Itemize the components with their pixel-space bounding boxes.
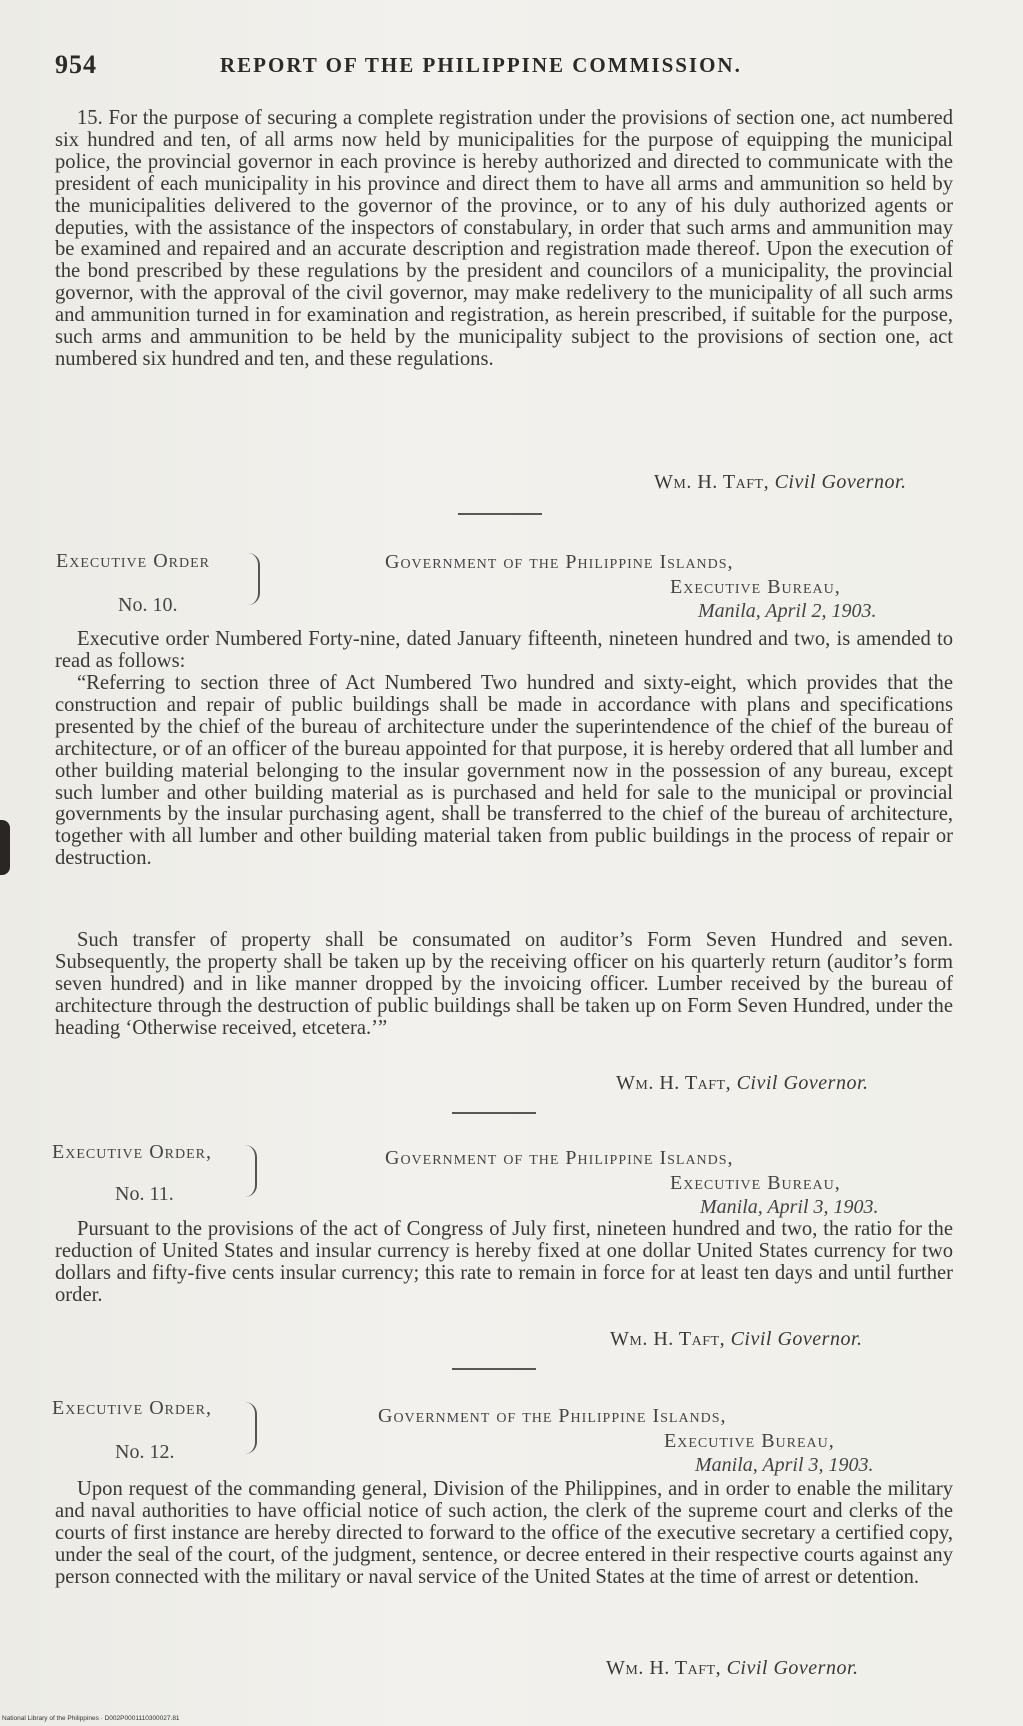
- brace: [245, 1145, 257, 1197]
- order-11-para-1: Pursuant to the provisions of the act of Congress of July first, nineteen hundred and two, the ratio for the reduction of United States and insular currency is hereby fixed at one dollar United States currency for two dollars and fifty-five cents insular currency; this rate to remain in force for at least ten days and until further order.: [55, 1218, 953, 1306]
- section-15-paragraph: 15. For the purpose of securing a complete registration under the provisions of section one, act numbered six hundred and ten, of all arms now held by municipalities for the purpose of equipping the municipal police, the provincial governor in each province is hereby authorized and directed to communicate with the president of each municipality in his province and direct them to have all arms and ammunition so held by the municipalities delivered to the governor of the province, or to any of his duly authorized agents or deputies, with the assistance of the inspectors of constabulary, in order that such arms and ammunition may be examined and repaired and an accurate description and registration made thereof. Upon the execution of the bond prescribed by these regulations by the president and councilors of a municipality, the provincial governor, with the approval of the civil governor, may make redelivery to the municipality of all such arms and ammunition turned in for examination and registration, as herein prescribed, if suitable for the purpose, such arms and ammunition to be held by the municipality subject to the provisions of section one, act numbered six hundred and ten, and these regulations.: [55, 107, 953, 370]
- order-10-label: Executive Order: [56, 550, 210, 572]
- section-divider: [458, 513, 542, 515]
- brace: [248, 553, 260, 605]
- signature-name: Wm. H. Taft,: [654, 471, 770, 493]
- signature-title: Civil Governor.: [774, 471, 907, 493]
- order-10-number: No. 10.: [118, 594, 178, 616]
- order-10-para-1: Executive order Numbered Forty-nine, dated January fifteenth, nineteen hundred and two, is amended to read as follows:: [55, 628, 953, 672]
- scan-edge-mark: [0, 820, 10, 875]
- order-10-para-3: Such transfer of property shall be consumated on auditor’s Form Seven Hundred and seven. Subsequently, the property shall be taken up by the receiving officer on his quarterly return (auditor’s form seven hundred) and in like manner dropped by the invoicing officer. Lumber received by the bureau of architecture through the destruction of public buildings shall be taken up on Form Seven Hundred, under the heading ‘Otherwise received, etcetera.’”: [55, 929, 953, 1039]
- order-11-label: Executive Order,: [52, 1141, 212, 1163]
- order-11-date: Manila, April 3, 1903.: [700, 1196, 879, 1218]
- signature: [610, 1328, 863, 1351]
- order-10-gov-line1: Government of the Philippine Islands,: [385, 551, 734, 573]
- signature-title: Civil Governor.: [736, 1072, 869, 1094]
- order-10-gov-line2: Executive Bureau,: [670, 576, 841, 598]
- order-12-gov-line2: Executive Bureau,: [664, 1430, 835, 1452]
- signature-name: Wm. H. Taft,: [610, 1328, 726, 1350]
- order-12-date: Manila, April 3, 1903.: [695, 1454, 874, 1476]
- order-10-date: Manila, April 2, 1903.: [698, 600, 877, 622]
- signature-title: Civil Governor.: [726, 1657, 859, 1679]
- signature-title: Civil Governor.: [730, 1328, 863, 1350]
- order-12-para-1: Upon request of the commanding general, Division of the Philippines, and in order to enable the military and naval authorities to have official notice of such action, the clerk of the supreme court and clerks of the courts of first instance are hereby directed to forward to the office of the executive secretary a certified copy, under the seal of the court, of the judgment, sentence, or decree entered in their respective courts against any person connected with the military or naval service of the United States at the time of arrest or detention.: [55, 1478, 953, 1588]
- order-10-para-2: “Referring to section three of Act Numbered Two hundred and sixty-eight, which provides that the construction and repair of public buildings shall be made in accordance with plans and specifications presented by the chief of the bureau of architecture under the superintendence of the chief of the bureau of architecture, or of an officer of the bureau appointed for that purpose, it is hereby ordered that all lumber and other building material belonging to the insular government now in the possession of any bureau, except such lumber and other building material as is purchased and held for sale to the municipal or provincial governments by the insular purchasing agent, shall be transferred to the chief of the bureau of architecture, together with all lumber and other building material taken from public buildings in the process of repair or destruction.: [55, 672, 953, 870]
- order-12-number: No. 12.: [115, 1441, 175, 1463]
- order-11-gov-line2: Executive Bureau,: [670, 1172, 841, 1194]
- running-title: REPORT OF THE PHILIPPINE COMMISSION.: [220, 53, 742, 77]
- section-divider: [452, 1368, 536, 1370]
- signature: [606, 1657, 859, 1680]
- page-number: 954: [55, 50, 97, 79]
- signature: [616, 1072, 869, 1095]
- order-12-gov-line1: Government of the Philippine Islands,: [378, 1405, 727, 1427]
- signature: [654, 471, 907, 494]
- signature-name: Wm. H. Taft,: [606, 1657, 722, 1679]
- section-divider: [452, 1112, 536, 1114]
- signature-name: Wm. H. Taft,: [616, 1072, 732, 1094]
- scan-footer: National Library of the Philippines · D002P0001110300027.81: [2, 1715, 180, 1722]
- order-11-number: No. 11.: [115, 1183, 174, 1205]
- order-12-label: Executive Order,: [52, 1397, 212, 1419]
- brace: [245, 1402, 257, 1454]
- order-11-gov-line1: Government of the Philippine Islands,: [385, 1147, 734, 1169]
